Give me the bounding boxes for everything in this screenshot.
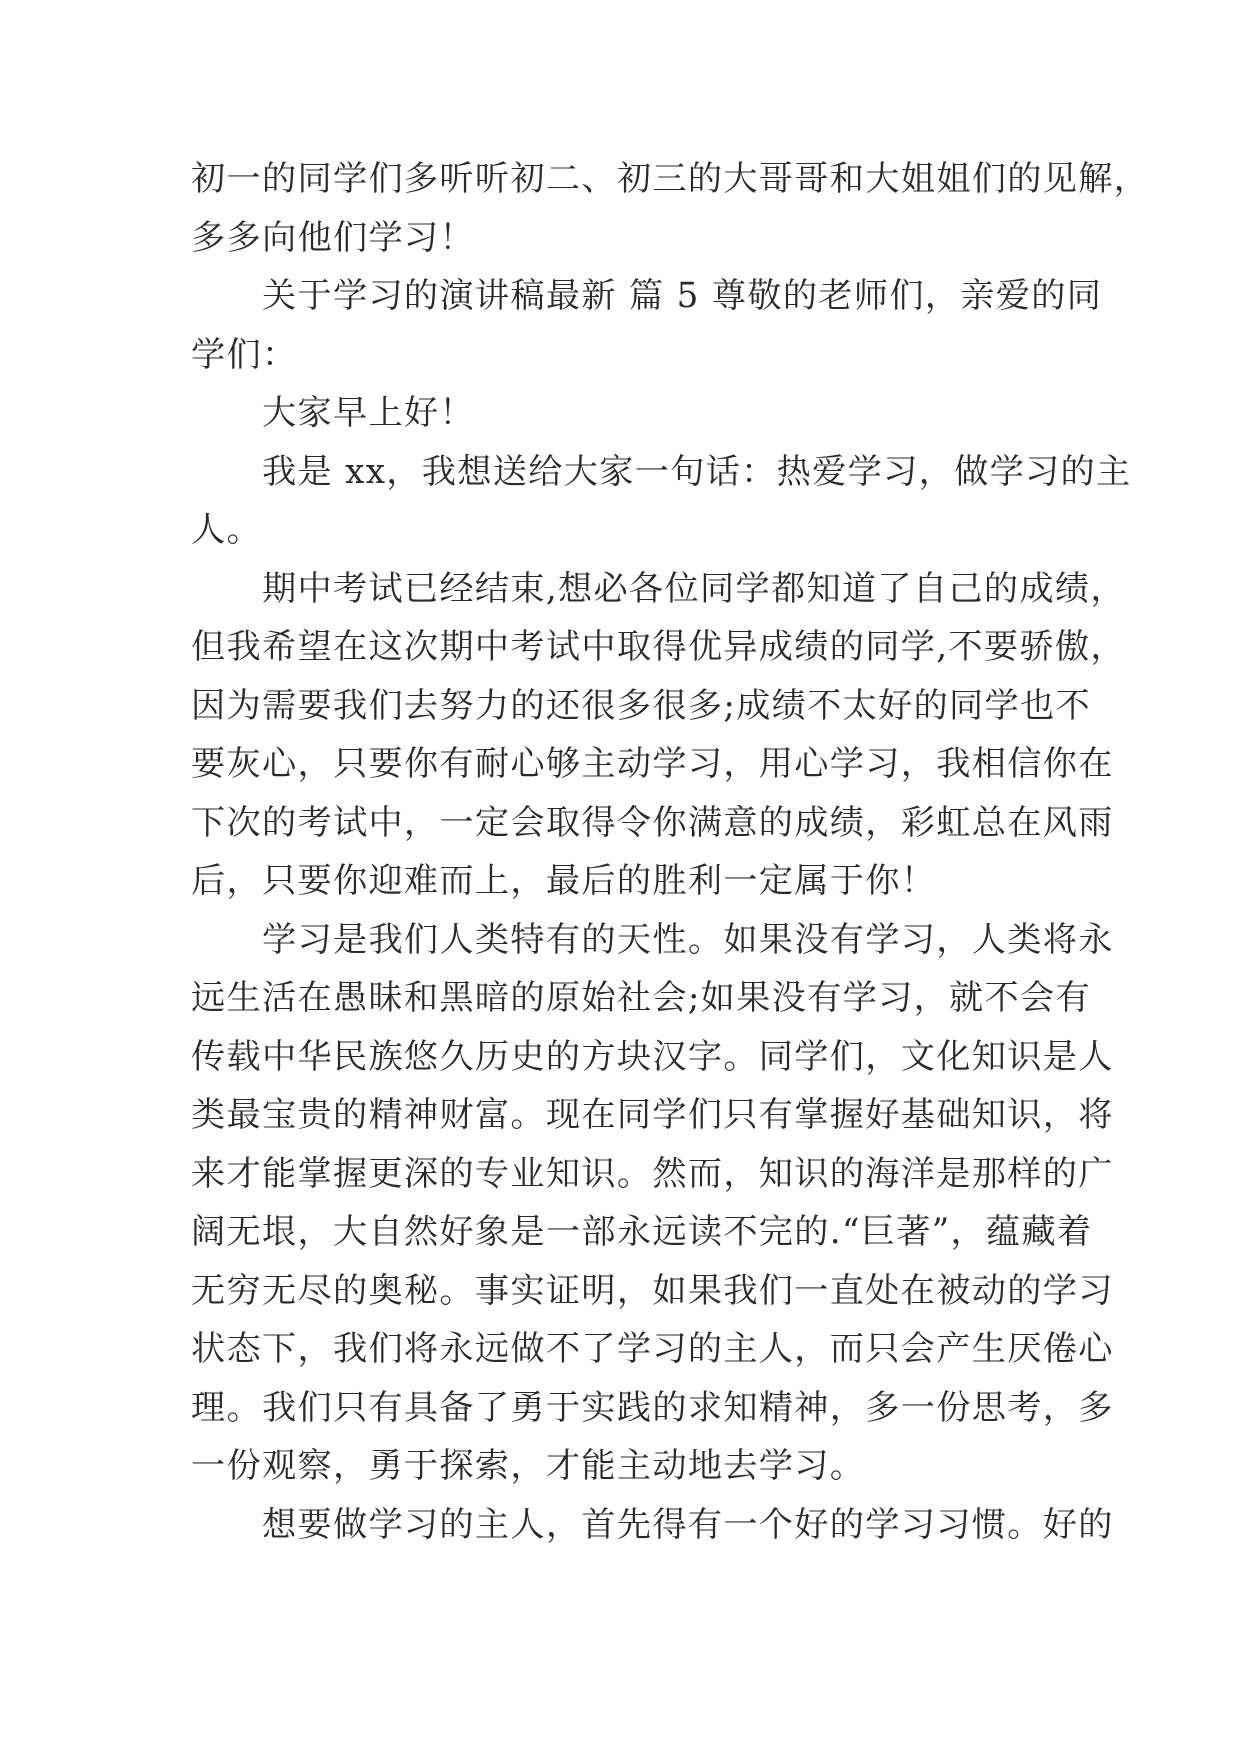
text-line: 要灰心，只要你有耐心够主动学习，用心学习，我相信你在 [191,744,1114,784]
text-line: 关于学习的演讲稿最新 篇 5 尊敬的老师们，亲爱的同 [191,276,1103,316]
text-line: 人。 [191,510,262,550]
text-line: 一份观察，勇于探索，才能主动地去学习。 [191,1446,866,1486]
text-line: 后，只要你迎难而上，最后的胜利一定属于你！ [191,861,937,901]
text-line: 但我希望在这次期中考试中取得优异成绩的同学,不要骄傲， [191,627,1126,667]
text-line: 初一的同学们多听听初二、初三的大哥哥和大姐姐们的见解， [191,159,1150,199]
text-line: 传载中华民族悠久历史的方块汉字。同学们，文化知识是人 [191,1036,1114,1077]
text-line: 想要做学习的主人，首先得有一个好的学习习惯。好的 [191,1504,1114,1545]
text-line: 我是 xx，我想送给大家一句话：热爱学习，做学习的主 [191,451,1132,492]
text-line: 下次的考试中，一定会取得令你满意的成绩，彩虹总在风雨 [191,802,1114,843]
document-body [191,150,1150,1554]
text-line: 阔无垠，大自然好象是一部永远读不完的.“巨著”，蕴藏着 [191,1212,1093,1252]
text-line: 多多向他们学习！ [191,217,475,258]
text-line: 理。我们只有具备了勇于实践的求知精神，多一份思考，多 [191,1387,1114,1428]
text-line: 来才能掌握更深的专业知识。然而，知识的海洋是那样的广 [191,1153,1114,1194]
text-line: 状态下，我们将永远做不了学习的主人，而只会产生厌倦心 [191,1329,1114,1369]
text-line: 类最宝贵的精神财富。现在同学们只有掌握好基础知识，将 [191,1095,1114,1135]
text-line: 期中考试已经结束,想必各位同学都知道了自己的成绩， [191,568,1126,609]
text-line: 无穷无尽的奥秘。事实证明，如果我们一直处在被动的学习 [191,1270,1114,1311]
text-line: 学们： [191,334,298,375]
text-line: 远生活在愚昧和黑暗的原始社会;如果没有学习，就不会有 [191,978,1092,1018]
text-line: 大家早上好！ [191,393,475,433]
text-line: 学习是我们人类特有的天性。如果没有学习，人类将永 [191,919,1114,960]
text-line: 因为需要我们去努力的还很多很多;成绩不太好的同学也不 [191,685,1092,726]
